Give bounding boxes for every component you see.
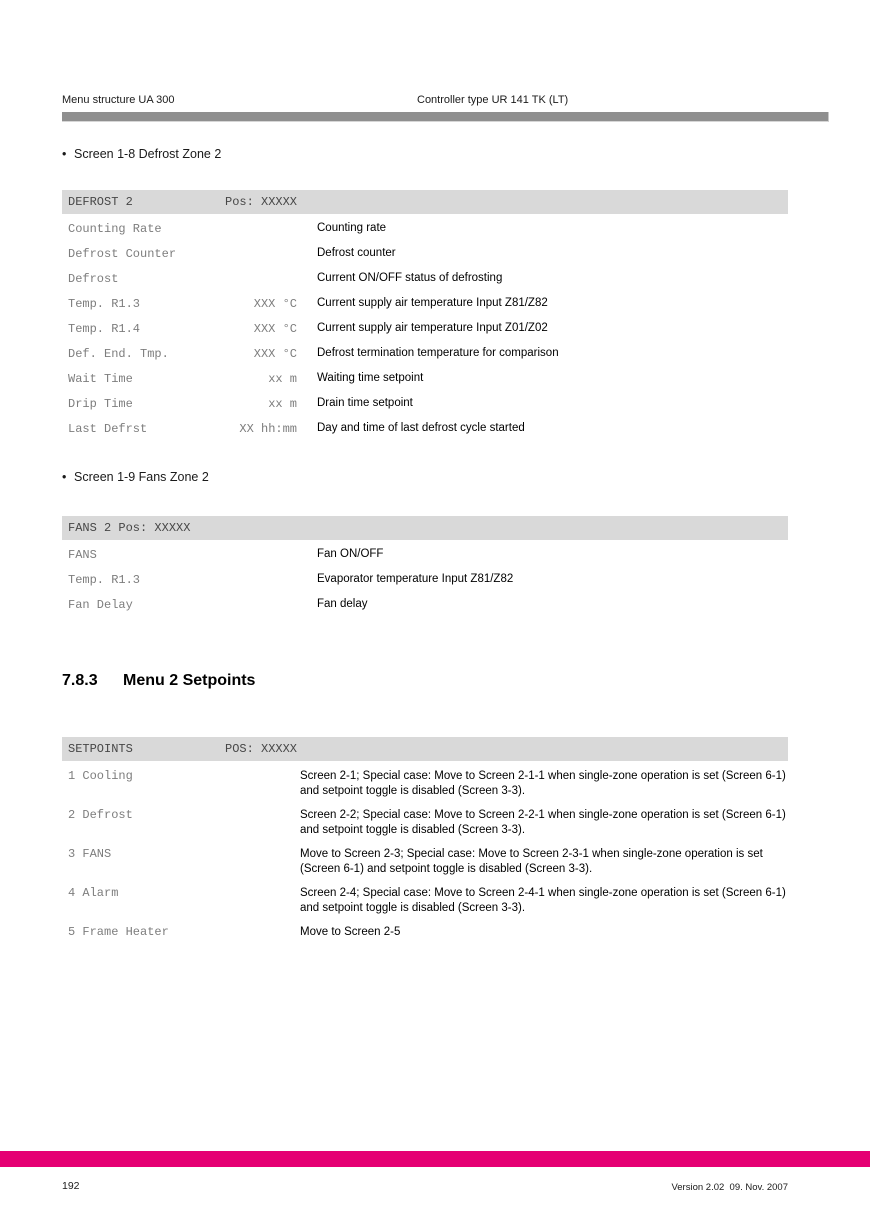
row-description: Drain time setpoint — [317, 397, 413, 409]
row-description: Fan delay — [317, 598, 368, 610]
table-title: SETPOINTS — [68, 742, 133, 756]
table-row — [62, 878, 788, 917]
header-rule — [62, 112, 829, 122]
row-label: Counting Rate — [68, 222, 162, 236]
row-label: Fan Delay — [68, 598, 133, 612]
bullet-icon: • — [62, 147, 67, 161]
row-description: Screen 2-2; Special case: Move to Screen 2-2-1 when single-zone operation is set (Screen 6-1) and setpoint toggle is disabled (Screen 3-3). — [300, 809, 786, 836]
table-row — [62, 800, 788, 839]
row-value: xx m — [268, 372, 297, 386]
row-label: 2 Defrost — [68, 808, 133, 822]
row-description: Move to Screen 2-5 — [300, 926, 401, 938]
row-description: Current supply air temperature Input Z01/Z02 — [317, 322, 548, 334]
table-row — [62, 917, 788, 956]
bullet-label: Screen 1-8 Defrost Zone 2 — [74, 147, 222, 161]
row-description: Current supply air temperature Input Z81/Z82 — [317, 297, 548, 309]
table-row — [62, 540, 788, 565]
table-row — [62, 239, 788, 264]
table-row — [62, 590, 788, 615]
section-title: Menu 2 Setpoints — [123, 672, 256, 689]
row-description: Defrost counter — [317, 247, 396, 259]
row-description: Waiting time setpoint — [317, 372, 424, 384]
bullet-label: Screen 1-9 Fans Zone 2 — [74, 470, 209, 484]
row-label: Temp. R1.3 — [68, 573, 141, 587]
section-heading-7-8-3 — [62, 672, 255, 690]
table-row — [62, 214, 788, 239]
row-description: Move to Screen 2-3; Special case: Move to Screen 2-3-1 when single-zone operation is set (Screen 6-1) and setpoint toggle is disabled (Screen 3-3). — [300, 848, 763, 875]
row-label: Temp. R1.4 — [68, 322, 141, 336]
defrost-2-table-header — [62, 190, 788, 214]
table-pos-field: Pos: XXXXX — [225, 195, 298, 209]
table-row — [62, 389, 788, 414]
row-value: xx m — [268, 397, 297, 411]
table-title: FANS 2 Pos: XXXXX — [68, 521, 191, 535]
row-description: Counting rate — [317, 222, 387, 234]
setpoints-table — [62, 737, 788, 956]
row-label: 3 FANS — [68, 847, 112, 861]
row-description: Evaporator temperature Input Z81/Z82 — [317, 573, 514, 585]
running-header-left: Menu structure UA 300 — [62, 94, 175, 106]
running-header-right: Controller type UR 141 TK (LT) — [417, 94, 569, 106]
defrost-2-table — [62, 190, 788, 439]
bullet-icon: • — [62, 470, 67, 484]
row-value: XX hh:mm — [239, 422, 297, 436]
row-label: 1 Cooling — [68, 769, 133, 783]
row-label: Def. End. Tmp. — [68, 347, 169, 361]
table-row — [62, 565, 788, 590]
row-label: Last Defrst — [68, 422, 148, 436]
fans-2-table-header — [62, 516, 788, 540]
row-description: Screen 2-4; Special case: Move to Screen 2-4-1 when single-zone operation is set (Screen 6-1) and setpoint toggle is disabled (Screen 3-3). — [300, 887, 786, 914]
row-label: FANS — [68, 548, 97, 562]
row-description: Defrost termination temperature for comparison — [317, 347, 559, 359]
row-description: Day and time of last defrost cycle started — [317, 422, 525, 434]
row-description: Fan ON/OFF — [317, 548, 384, 560]
footer-accent-band — [0, 1151, 870, 1167]
table-row — [62, 339, 788, 364]
row-label: Wait Time — [68, 372, 133, 386]
row-value: XXX °C — [253, 297, 297, 311]
row-label: 4 Alarm — [68, 886, 119, 900]
table-row — [62, 839, 788, 878]
section-number: 7.8.3 — [62, 672, 98, 689]
table-row — [62, 414, 788, 439]
table-pos-field: POS: XXXXX — [225, 742, 298, 756]
row-value: XXX °C — [253, 322, 297, 336]
bullet-screen-1-8 — [62, 147, 221, 161]
table-row — [62, 364, 788, 389]
table-row — [62, 761, 788, 800]
row-label: Defrost — [68, 272, 119, 286]
table-row — [62, 264, 788, 289]
table-row — [62, 289, 788, 314]
row-value: XXX °C — [253, 347, 297, 361]
setpoints-table-header — [62, 737, 788, 761]
bullet-screen-1-9 — [62, 470, 209, 484]
row-description: Current ON/OFF status of defrosting — [317, 272, 503, 284]
row-label: Defrost Counter — [68, 247, 177, 261]
row-label: 5 Frame Heater — [68, 925, 169, 939]
row-description: Screen 2-1; Special case: Move to Screen 2-1-1 when single-zone operation is set (Screen 6-1) and setpoint toggle is disabled (Screen 3-3). — [300, 770, 786, 797]
table-row — [62, 314, 788, 339]
row-label: Drip Time — [68, 397, 133, 411]
version-stamp: Version 2.02 09. Nov. 2007 — [671, 1182, 788, 1193]
fans-2-table — [62, 516, 788, 615]
row-label: Temp. R1.3 — [68, 297, 141, 311]
page-number: 192 — [62, 1180, 80, 1192]
table-title: DEFROST 2 — [68, 195, 133, 209]
